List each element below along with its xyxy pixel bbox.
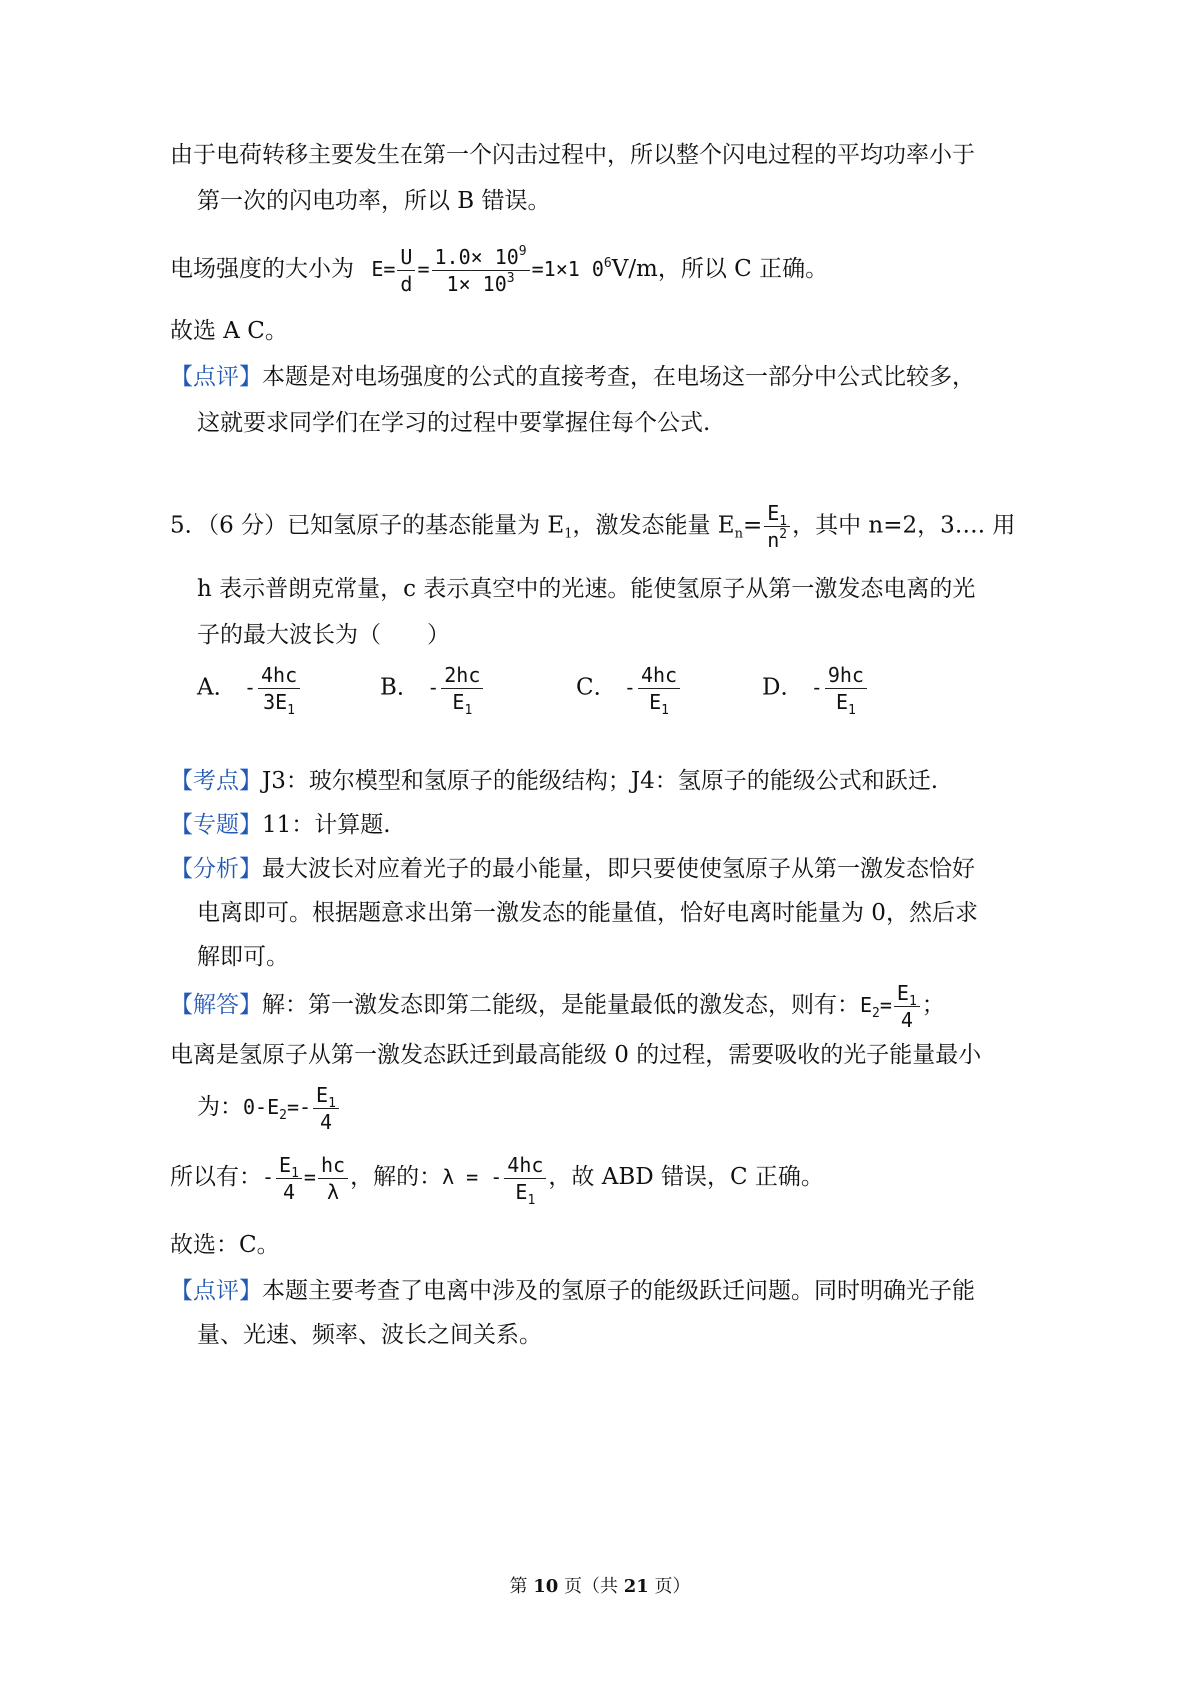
zhuanti: 【专题】11：计算题. (170, 812, 391, 838)
final-answer: 故选：C。 (170, 1232, 280, 1258)
field-tail: V/m，所以 C 正确。 (611, 256, 829, 282)
option-b[interactable]: B． - $\frac{2hc}{E_1}$ (380, 662, 485, 715)
jieda-line2: 电离是氢原子从第一激发态跃迁到最高能级 0 的过程，需要吸收的光子能量最小 (170, 1042, 982, 1068)
comment-tag: 【点评】 (170, 364, 262, 390)
dianping: 【点评】本题主要考查了电离中涉及的氢原子的能级跃迁问题。同时明确光子能 (170, 1278, 975, 1304)
field-result: =1×1 $0^6$ (531, 256, 612, 281)
q5-frac: $\frac{E_1}{n^2}$ (764, 500, 790, 553)
solution-eq: 所以有：- $\frac{E_1}{4}$ = $\frac{hc}{\lambda}$ ，解的：λ = - $\frac{4hc}{E_1}$ ，故 ABD 错误，C 正确。 (170, 1153, 824, 1208)
fenxi-line3: 解即可。 (197, 944, 289, 970)
page-footer: 第 10 页（共 21 页） (509, 1576, 691, 1597)
frac-field-value: $\frac{1.0\times 10^9}{1\times 10^3}$ (432, 244, 530, 297)
fenxi: 【分析】最大波长对应着光子的最小能量，即只要使使氢原子从第一激发态恰好 (170, 856, 975, 882)
prev-line1: 由于电荷转移主要发生在第一个闪击过程中，所以整个闪电过程的平均功率小于 (170, 142, 975, 168)
prev-answer: 故选 A C。 (170, 318, 288, 344)
option-c[interactable]: C． - $\frac{4hc}{E_1}$ (576, 662, 682, 715)
option-d[interactable]: D． - $\frac{9hc}{E_1}$ (762, 662, 869, 715)
option-a[interactable]: A． - $\frac{4hc}{3E_1}$ (197, 662, 302, 715)
q5-line2: h 表示普朗克常量，c 表示真空中的光速。能使氢原子从第一激发态电离的光 (197, 576, 976, 602)
jieda: 【解答】解：第一激发态即第二能级，是能量最低的激发态，则有：$E_2=$ $\frac{E_1}{4}$ ； (170, 981, 945, 1032)
ionization-eq: 为：$0-E_2=-$ $\frac{E_1}{4}$ (197, 1082, 341, 1135)
field-strength-line (170, 244, 828, 297)
q5-line3: 子的最大波长为（ ） (197, 622, 450, 648)
field-E: E= (371, 257, 396, 281)
prev-line2: 第一次的闪电功率，所以 B 错误。 (197, 188, 551, 214)
page-number: 10 (533, 1576, 559, 1597)
fenxi-line2: 电离即可。根据题意求出第一激发态的能量值，恰好电离时能量为 0，然后求 (197, 900, 978, 926)
field-eq: = (417, 257, 430, 281)
dianping-line2: 量、光速、频率、波长之间关系。 (197, 1322, 542, 1348)
kaodian: 【考点】J3：玻尔模型和氢原子的能级结构；J4：氢原子的能级公式和跃迁. (170, 768, 939, 794)
prev-comment (170, 362, 975, 392)
field-label: 电场强度的大小为 (170, 256, 354, 282)
comment-line2: 这就要求同学们在学习的过程中要掌握住每个公式. (197, 410, 711, 436)
frac-U-d: $\frac{U}{d}$ (397, 244, 415, 297)
page-total: 21 (623, 1576, 649, 1597)
q5-stem: 5．（6 分）已知氢原子的基态能量为 $E_1$，激发态能量 $E_n=$ $\frac{E_1}{n^2}$ ，其中 n=2，3…. 用 (170, 501, 1016, 552)
comment-line1: 本题是对电场强度的公式的直接考查，在电场这一部分中公式比较多， (262, 364, 975, 390)
